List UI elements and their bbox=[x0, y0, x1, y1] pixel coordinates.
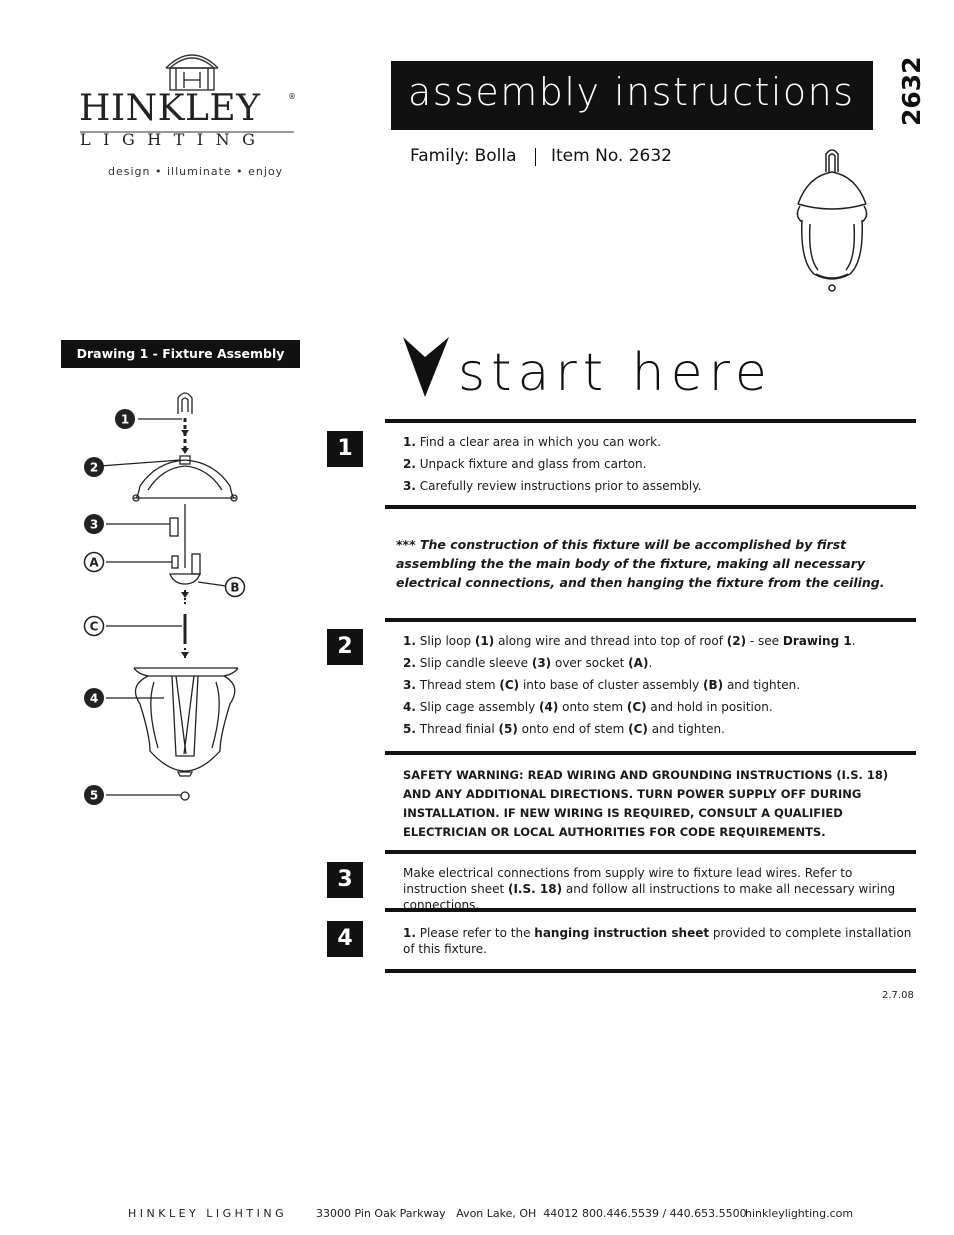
divider-rule bbox=[385, 969, 916, 973]
start-arrow-icon bbox=[403, 335, 451, 399]
callout-B: B bbox=[230, 580, 240, 595]
divider-rule bbox=[385, 419, 916, 423]
divider-rule bbox=[385, 505, 916, 509]
step-3-badge: 3 bbox=[327, 862, 363, 898]
start-here-heading: start here bbox=[458, 343, 773, 403]
finial-part bbox=[181, 792, 189, 800]
page-title: assembly instructions bbox=[408, 70, 855, 114]
logo-brand-text: HINKLEY bbox=[79, 88, 261, 129]
step-1-list bbox=[403, 431, 701, 497]
step-2-badge: 2 bbox=[327, 629, 363, 665]
drawing-label: Drawing 1 - Fixture Assembly bbox=[61, 340, 300, 368]
logo-tagline: design • illuminate • enjoy bbox=[108, 165, 284, 178]
loop-part bbox=[178, 393, 192, 414]
revision-date: 2.7.08 bbox=[882, 990, 914, 1001]
assembly-note: *** The construction of this fixture will be accomplished by first assembling the the main body of the fixture, making all necessary electrical connections, and then hanging the fixture from the ceiling. bbox=[396, 537, 885, 590]
item-number-vertical-text: 2632 bbox=[897, 56, 926, 126]
cluster-assembly-part bbox=[170, 574, 200, 584]
callout-C: C bbox=[89, 619, 99, 634]
callout-2: 2 bbox=[89, 460, 99, 475]
logo-sub-text: LIGHTING bbox=[80, 130, 268, 149]
step-3-text: Make electrical connections from supply wire to fixture lead wires. Refer to instruction sheet (I.S. 18) and follow all instructions to make all necessary wiring connections. bbox=[403, 866, 896, 912]
logo-registered-mark: ® bbox=[288, 92, 296, 101]
family-label: Family: Bolla bbox=[410, 146, 517, 166]
list-item: 1. Slip loop (1) along wire and thread into top of roof (2) - see Drawing 1. bbox=[403, 634, 856, 648]
header-separator bbox=[535, 148, 536, 166]
item-number-label: Item No. 2632 bbox=[551, 146, 672, 166]
list-item: 4. Slip cage assembly (4) onto stem (C) and hold in position. bbox=[403, 700, 773, 714]
step-1-badge: 1 bbox=[327, 431, 363, 467]
callout-5: 5 bbox=[89, 788, 99, 803]
footer-address: 33000 Pin Oak Parkway Avon Lake, OH 44012 bbox=[316, 1207, 579, 1220]
footer-phone: 800.446.5539 / 440.653.5500 bbox=[582, 1207, 747, 1220]
divider-rule bbox=[385, 751, 916, 755]
socket-part bbox=[172, 556, 178, 568]
step-2-list bbox=[403, 630, 856, 740]
exploded-assembly-diagram bbox=[78, 386, 278, 811]
footer-website: hinkleylighting.com bbox=[745, 1207, 854, 1220]
divider-rule bbox=[385, 618, 916, 622]
callout-A: A bbox=[89, 555, 99, 570]
step-4-badge: 4 bbox=[327, 921, 363, 957]
list-item: 2. Slip candle sleeve (3) over socket (A). bbox=[403, 656, 653, 670]
list-item: 3. Thread stem (C) into base of cluster assembly (B) and tighten. bbox=[403, 678, 801, 692]
item-number-vertical bbox=[893, 56, 933, 130]
footer-brand: HINKLEY LIGHTING bbox=[128, 1207, 288, 1220]
list-item: 5. Thread finial (5) onto end of stem (C) and tighten. bbox=[403, 722, 725, 736]
callout-1: 1 bbox=[120, 412, 130, 427]
candle-sleeve-part bbox=[170, 518, 178, 536]
callout-4: 4 bbox=[89, 691, 99, 706]
roof-part bbox=[136, 460, 185, 498]
list-item: 2. Unpack fixture and glass from carton. bbox=[403, 457, 647, 471]
divider-rule bbox=[385, 850, 916, 854]
callout-3: 3 bbox=[89, 517, 99, 532]
safety-warning: SAFETY WARNING: READ WIRING AND GROUNDING INSTRUCTIONS (I.S. 18) AND ANY ADDITIONAL DIRECTIONS. TURN POWER SUPPLY OFF DURING INSTALLATION. IF NEW WIRING IS REQUIRED, CONSULT A QUALIFIED ELECTRICIAN OR LOCAL AUTHORITIES FOR CODE REQUIREMENTS. bbox=[403, 768, 889, 839]
lantern-thumbnail-icon bbox=[788, 146, 870, 296]
step-4-text: 1. Please refer to the hanging instruction sheet provided to complete installation of this fixture. bbox=[403, 926, 912, 956]
list-item: 3. Carefully review instructions prior to assembly. bbox=[403, 479, 702, 493]
list-item: 1. Find a clear area in which you can work. bbox=[403, 435, 661, 449]
